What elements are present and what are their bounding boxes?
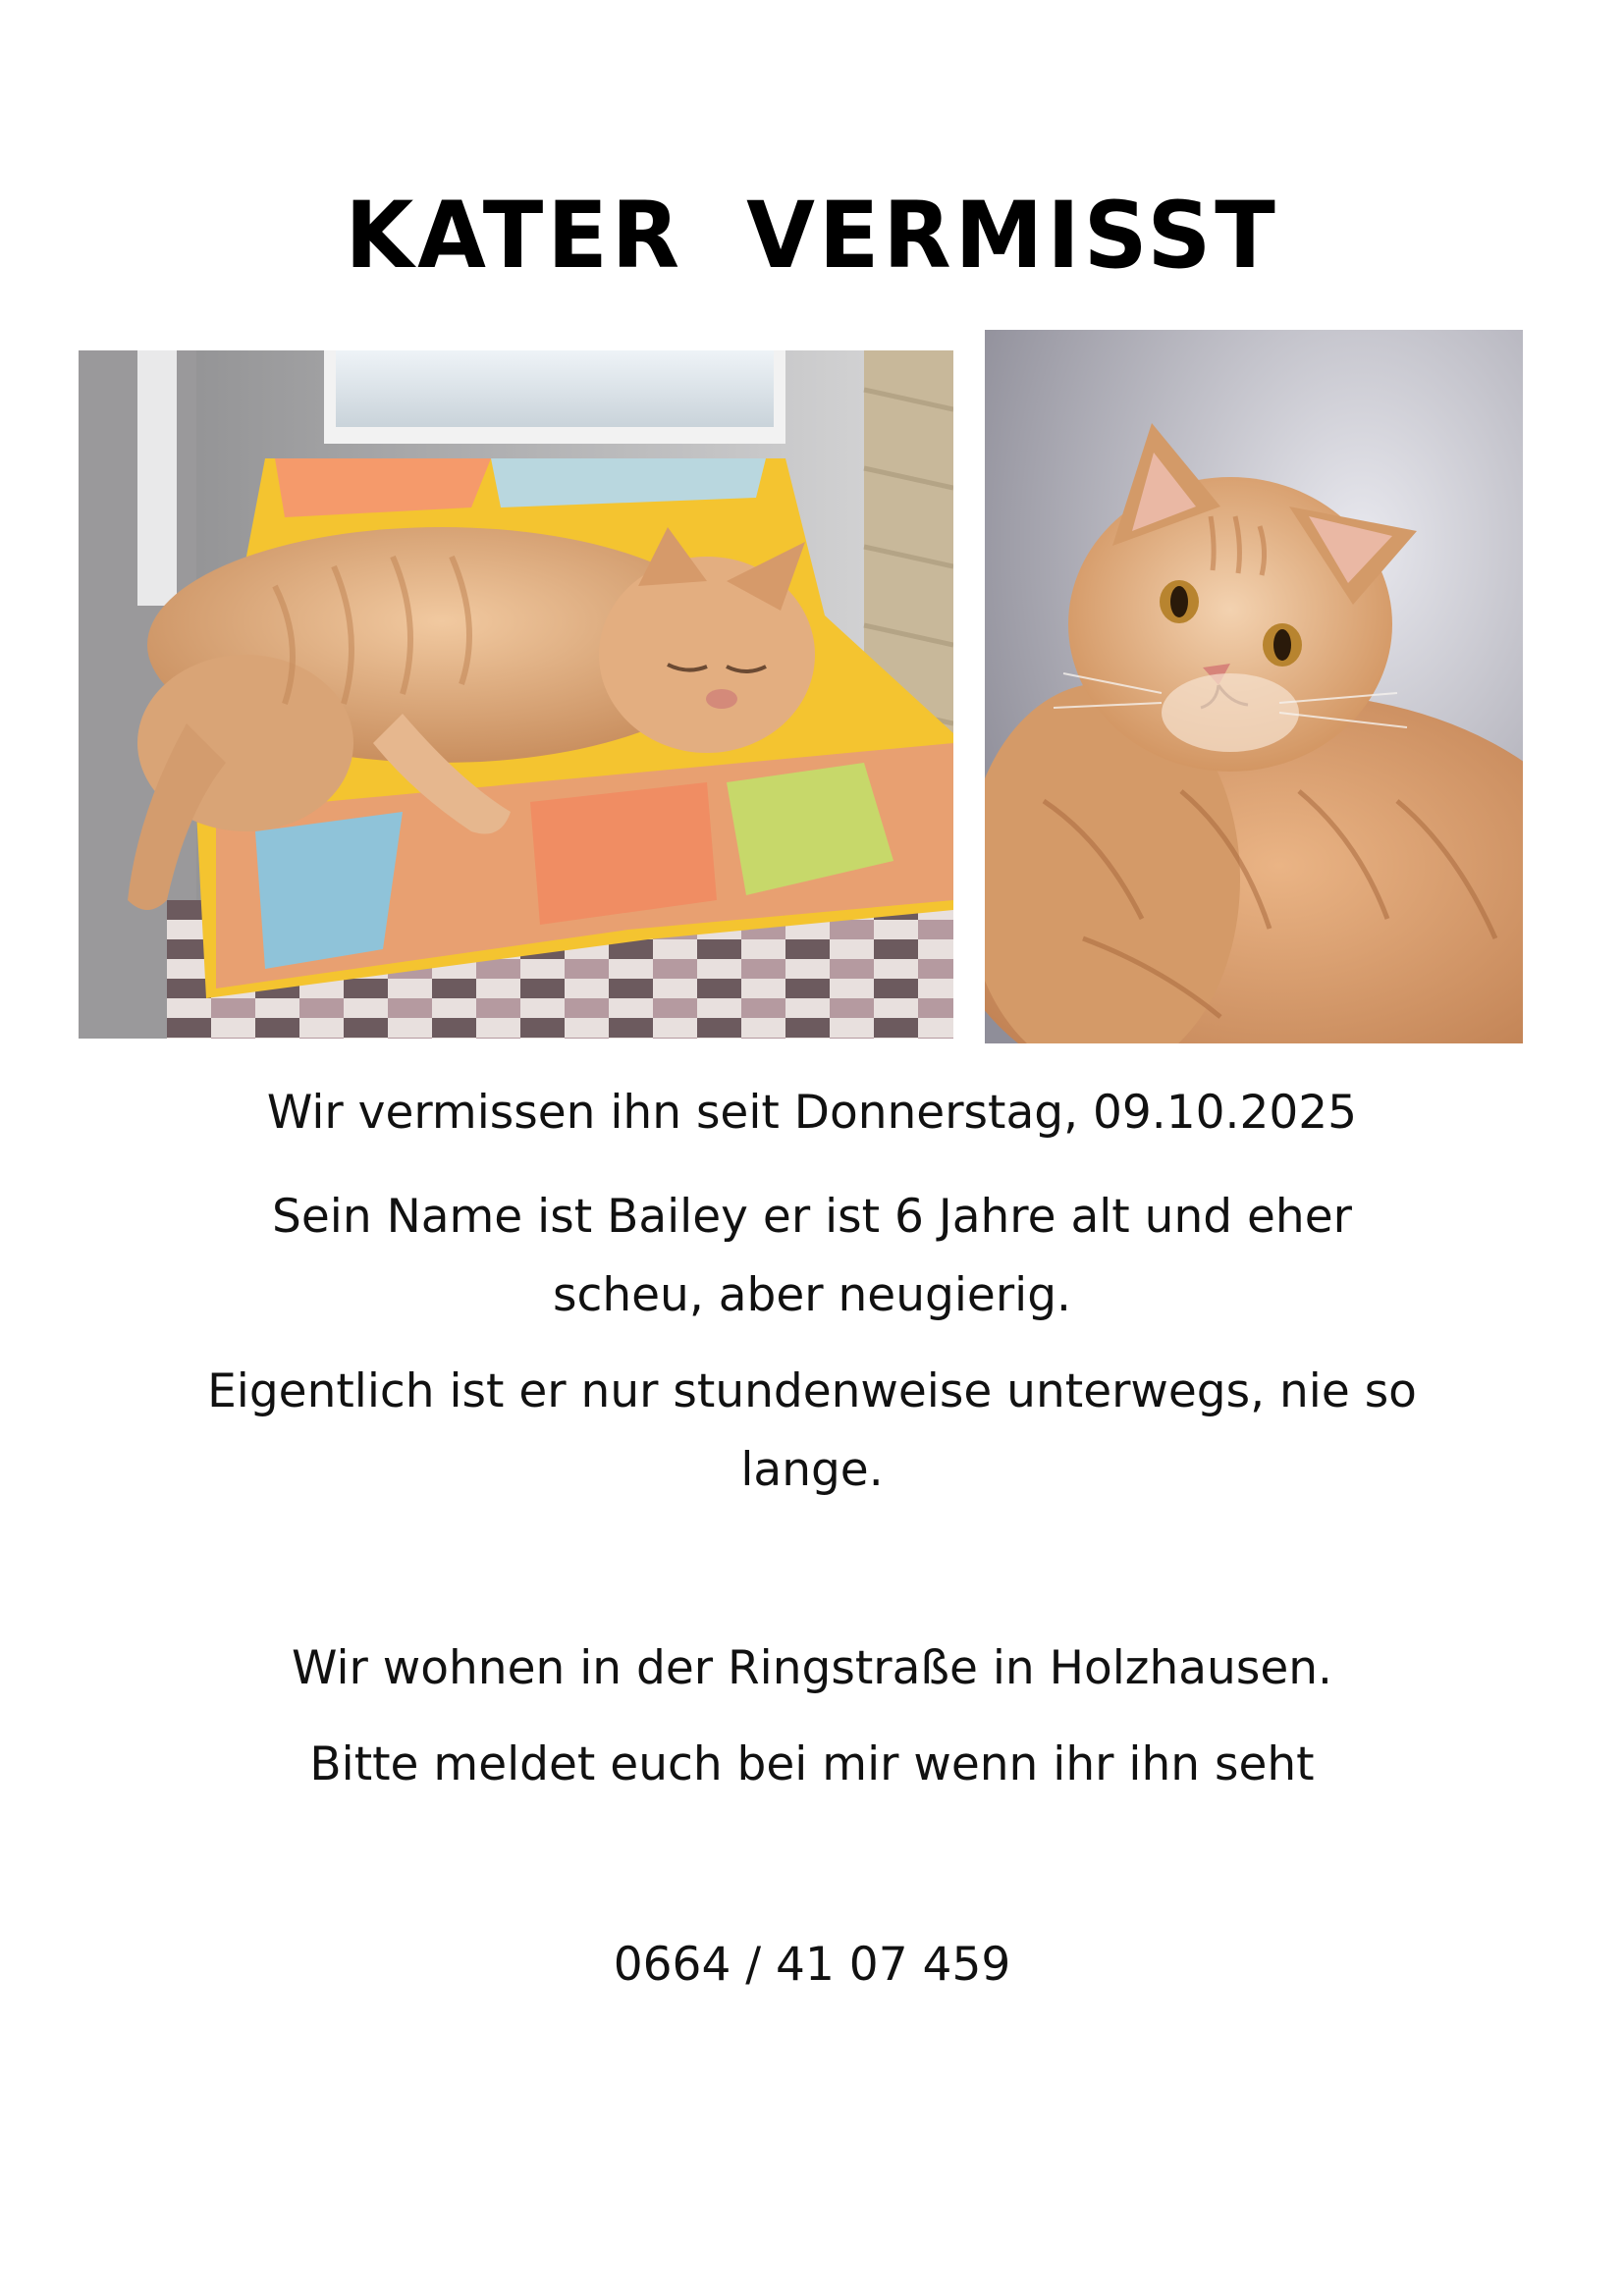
cat-photo-portrait: [985, 330, 1523, 1043]
text-address: Wir wohnen in der Ringstraße in Holzhausen.: [292, 1641, 1332, 1695]
text-name-age-line2: scheu, aber neugierig.: [553, 1268, 1071, 1322]
text-phone-number: 0664 / 41 07 459: [613, 1938, 1011, 1992]
cat-photo-lying: [79, 350, 953, 1039]
text-habits-line2: lange.: [740, 1443, 884, 1497]
cat-photo-portrait-image: [985, 330, 1523, 1043]
text-name-age-line1: Sein Name ist Bailey er ist 6 Jahre alt und eher: [272, 1190, 1352, 1244]
text-missing-since: Wir vermissen ihn seit Donnerstag, 09.10.2025: [266, 1086, 1358, 1140]
poster-title: KATER VERMISST: [345, 183, 1279, 290]
cat-photo-lying-image: [79, 350, 953, 1039]
text-contact-request: Bitte meldet euch bei mir wenn ihr ihn seht: [309, 1737, 1315, 1791]
text-habits-line1: Eigentlich ist er nur stundenweise unterwegs, nie so: [207, 1364, 1417, 1418]
